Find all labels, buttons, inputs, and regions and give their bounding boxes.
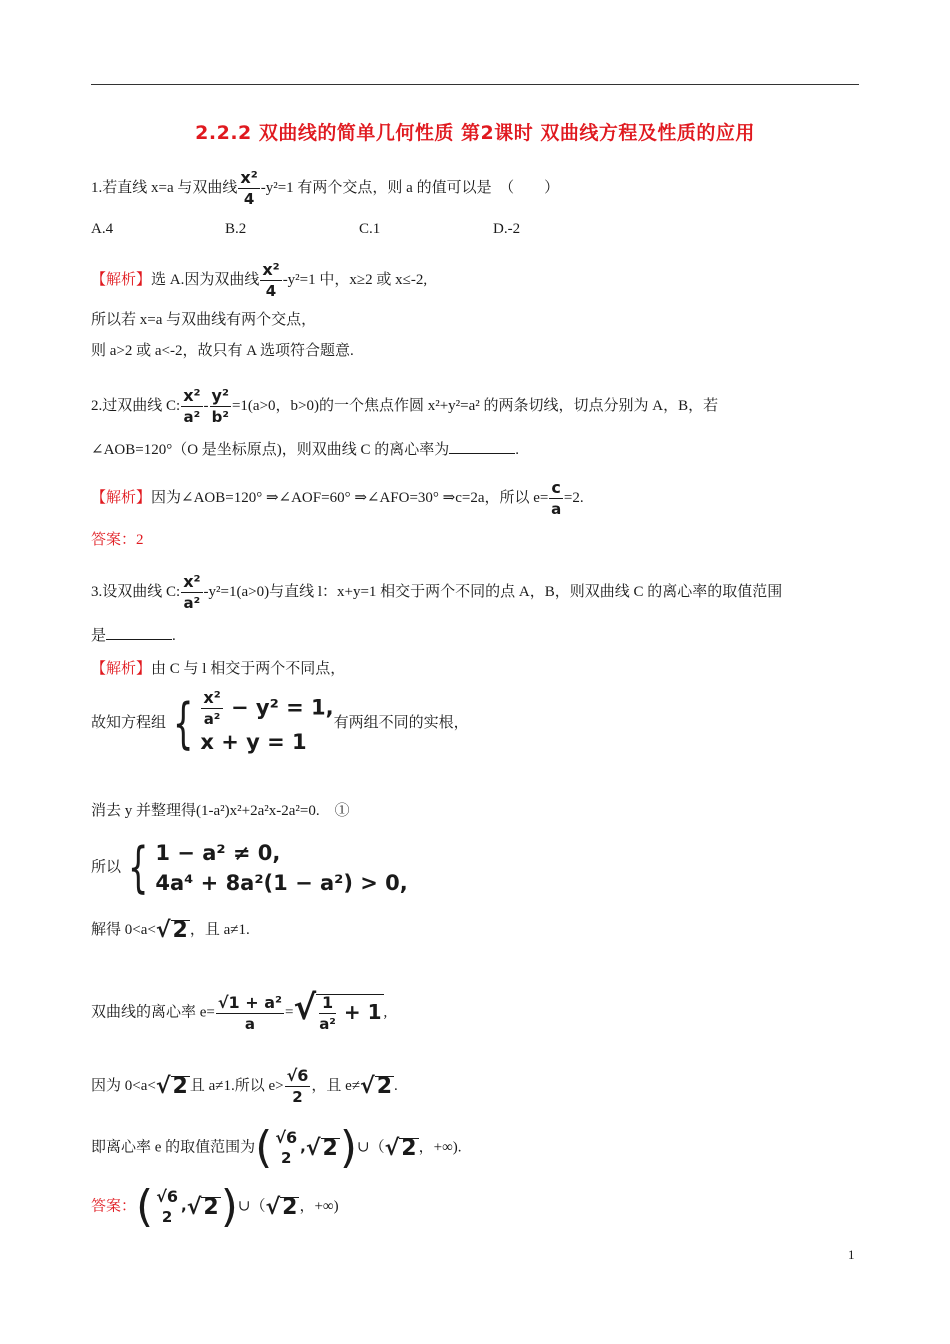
option-b: B.2 (225, 221, 247, 237)
q2-stem: 2.过双曲线 C: $\frac{\text{x²}}{\text{a²}}$ - $\frac{\text{y²}}{\text{b²}}$ =1(a>0，b>0)的一个焦点作圆 x²+y²=a² 的两条切线，切点分别为 A，B，若 (91, 386, 719, 426)
equation-system: $\frac{\text{x²}}{\text{a²}}$ − y² = 1, x + y = 1 (200, 688, 334, 754)
q3-explanation-1: 【解析】由 C 与 l 相交于两个不同点， (91, 661, 346, 677)
left-brace: { (172, 691, 194, 755)
header-rule (91, 84, 859, 85)
option-d: D.-2 (493, 221, 521, 237)
left-brace: { (127, 836, 149, 899)
q1-explanation-2: 所以若 x=a 与双曲线有两个交点， (91, 312, 317, 328)
option-c: C.1 (359, 221, 381, 237)
q3-stem-2: 是 . (91, 628, 176, 644)
q1-stem: 1.若直线 x=a 与双曲线 $\frac{\text{x²}}{4}$ -y²=1 有两个交点，则 a 的值可以是 （ ） (91, 168, 560, 208)
q1-explanation-1: 【解析】选 A.因为双曲线 $\frac{\text{x²}}{4}$ -y²=1 中，x≥2 或 x≤-2, (91, 260, 428, 300)
answer-blank (449, 441, 515, 454)
q3-explanation-6: 双曲线的离心率 e= $\frac{\text{√1 + a²}}{a}$ =√ $\frac{1}{\text{a²}}$ + 1 , (91, 988, 388, 1033)
q2-answer: 答案：2 (91, 532, 144, 548)
q3-explanation-3: 消去 y 并整理得(1-a²)x²+2a²x-2a²=0. ① (91, 803, 350, 819)
q3-explanation-5: 解得 0<a<√2 ，且 a≠1. (91, 918, 250, 944)
q3-answer: 答案：( √6 2 ,√2)∪（√2 ，+∞) (91, 1181, 339, 1232)
q2-explanation: 【解析】因为∠AOB=120° ⇒∠AOF=60° ⇒∠AFO=30° ⇒c=2a，所以 e= $\frac{c}{a}$ =2. (91, 478, 584, 518)
q3-inequalities: 所以 { 1 − a² ≠ 0, 4a⁴ + 8a²(1 − a²) > 0, (91, 836, 408, 899)
answer-blank (106, 627, 172, 640)
q2-stem-2: ∠AOB=120°（O 是坐标原点)，则双曲线 C 的离心率为 . (91, 442, 520, 458)
page-title: 2.2.2 双曲线的简单几何性质 第2课时 双曲线方程及性质的应用 (195, 122, 755, 144)
q3-stem: 3.设双曲线 C: $\frac{\text{x²}}{\text{a²}}$ -y²=1(a>0)与直线 l：x+y=1 相交于两个不同的点 A，B，则双曲线 C 的离心率的取值范围 (91, 572, 783, 612)
q3-explanation-7: 因为 0<a<√2 且 a≠1.所以 e> $\frac{√6}{2}$ ，且 e≠√2 . (91, 1066, 398, 1106)
q3-system: 故知方程组 { $\frac{\text{x²}}{\text{a²}}$ − y² = 1, x + y = 1 有两组不同的实根， (91, 690, 469, 757)
page-number: 1 (848, 1247, 855, 1262)
option-a: A.4 (91, 221, 114, 237)
q1-explanation-3: 则 a>2 或 a<-2，故只有 A 选项符合题意. (91, 343, 354, 359)
q3-explanation-8: 即离心率 e 的取值范围为( √6 2 ,√2)∪（√2 ，+∞). (91, 1122, 462, 1173)
inequality-system: 1 − a² ≠ 0, 4a⁴ + 8a²(1 − a²) > 0, (155, 841, 408, 895)
